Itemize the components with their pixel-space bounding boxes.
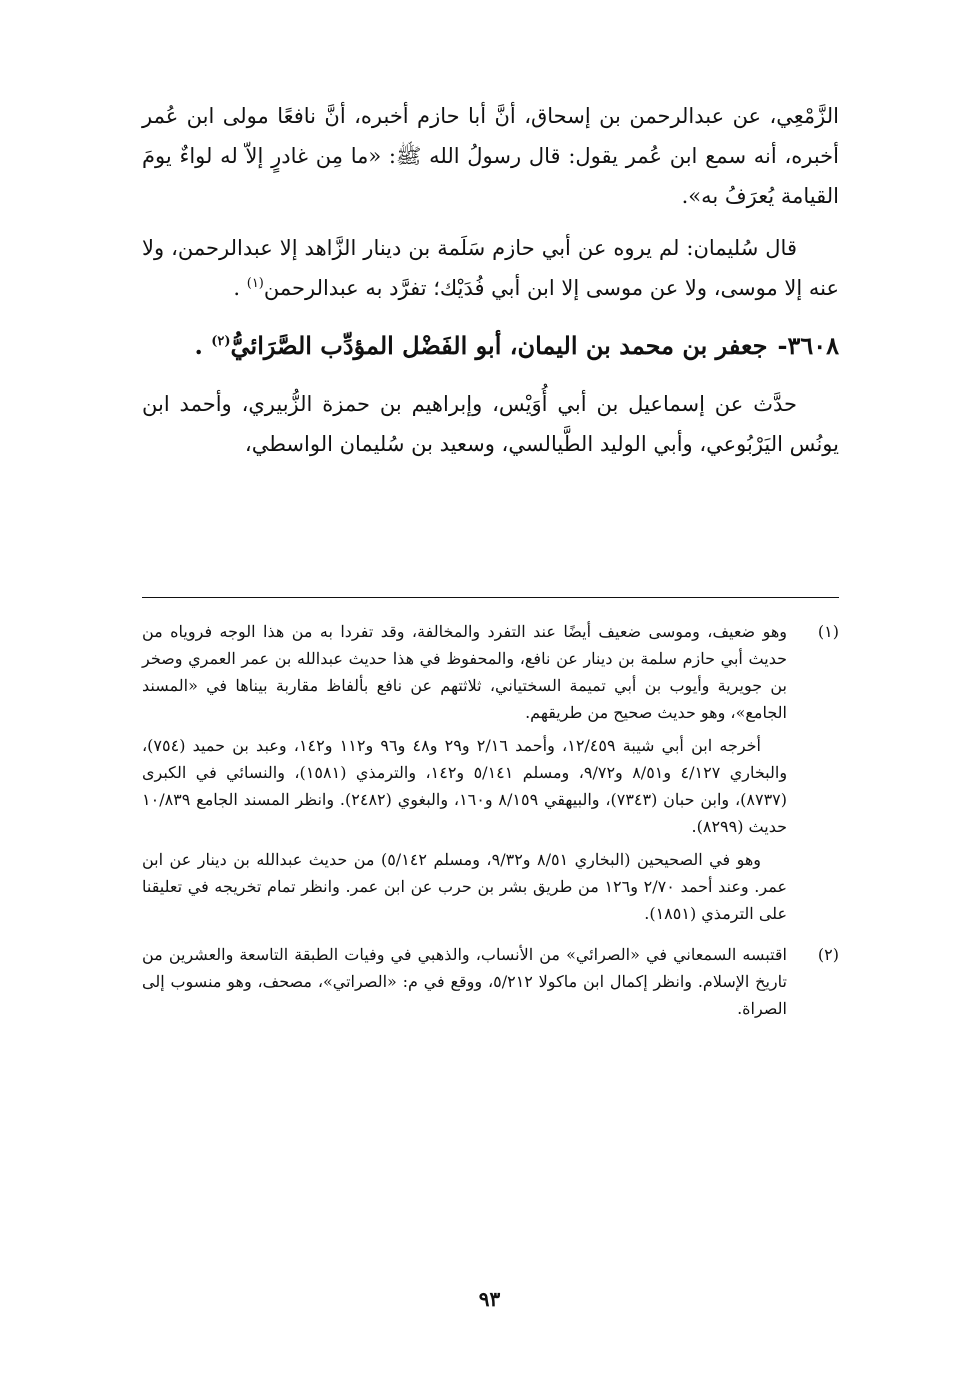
footnote-ref-2: (٢) — [211, 334, 231, 349]
footnote-label: (٢) — [817, 945, 839, 964]
page-number: ٩٣ — [478, 1287, 501, 1311]
footnote-paragraph: وهو في الصحيحين (البخاري ٨/٥١ و٩/٣٢، ومسلم ٥/١٤٢) من حديث عبدالله بن دينار عن ابن عمر. وعند أحمد ٢/٧٠ و١٢٦ من طريق بشر بن حرب عن ابن عمر. وانظر تمام تخريجه في تعليقنا على الترمذي (١٨٥١). — [142, 850, 788, 923]
footnote-separator — [142, 597, 839, 598]
main-text — [142, 96, 839, 476]
entry-number: ٣٦٠٨- — [777, 331, 839, 360]
entry-end: . — [194, 331, 212, 360]
paragraph-commentary — [142, 228, 839, 308]
footnote-body — [142, 941, 787, 1028]
footnotes — [142, 618, 839, 1036]
biography-entry-heading — [142, 322, 839, 370]
paragraph-narrators: حدَّث عن إسماعيل بن أبي أُوَيْس، وإبراهيم بن حمزة الزُّبيري، وأحمد ابن يونُس اليَرْبُوعي، وأبي الوليد الطَّيالسي، وسعيد بن سُليمان الواسطي، — [142, 392, 839, 456]
paragraph-hadith: الزَّمْعِي، عن عبدالرحمن بن إسحاق، أنَّ أبا حازم أخبره، أنَّ نافعًا مولى ابن عُمر أخبره، أنه سمع ابن عُمر يقول: قال رسولُ الله ﷺ: «ما مِن غادرٍ إلاّ له لواءٌ يومَ القيامة يُعرَفُ به». — [142, 104, 839, 208]
footnote-body — [142, 618, 787, 933]
entry-title: جعفر بن محمد بن اليمان، أبو الفَضْل المؤدِّب الصَّرَائيُّ — [230, 331, 768, 360]
commentary-end: . — [233, 276, 247, 300]
footnote-1 — [142, 618, 839, 933]
footnote-ref-1: (١) — [246, 276, 264, 291]
footnote-label: (١) — [817, 622, 839, 641]
footnote-paragraph: اقتبسه السمعاني في «الصرائي» من الأنساب، والذهبي في وفيات الطبقة التاسعة والعشرين من تاريخ الإسلام. وانظر إكمال ابن ماكولا ٥/٢١٢، ووقع في م: «الصراتي»، مصحف، وهو منسوب إلى الصراة. — [142, 945, 787, 1018]
commentary-text: قال سُليمان: لم يروه عن أبي حازم سَلَمة بن دينار الزَّاهد إلا عبدالرحمن، ولا عنه إلا موسى، ولا عن موسى إلا ابن أبي فُدَيْك؛ تفرَّد به عبدالرحمن — [142, 236, 839, 300]
footnote-paragraph: أخرجه ابن أبي شيبة ١٢/٤٥٩، وأحمد ٢/١٦ و٢٩ و٤٨ و٩٦ و١١٢ و١٤٢، وعبد بن حميد (٧٥٤)، والبخاري ٤/١٢٧ و٨/٥١ و٩/٧٢، ومسلم ٥/١٤١ و١٤٢، والترمذي (١٥٨١)، والنسائي في الكبرى (٨٧٣٧)، وابن حبان (٧٣٤٣)، والبيهقي ٨/١٥٩ و١٦٠، والبغوي (٢٤٨٢). وانظر المسند الجامع ١٠/٨٣٩ حديث (٨٢٩٩). — [142, 736, 788, 836]
footnote-2 — [142, 941, 839, 1028]
footnote-paragraph: وهو ضعيف، وموسى ضعيف أيضًا عند التفرد والمخالفة، وقد تفردا به من هذا الوجه فروياه من حديث أبي حازم سلمة بن دينار عن نافع، والمحفوظ في هذا حديث عبدالله بن عمر العمري وصخر بن جويرية وأيوب بن أبي تميمة السختياني، ثلاثتهم عن نافع بألفاظ مقاربة بيناها في «المسند الجامع»، وهو حديث صحيح من طريقهم. — [142, 622, 788, 722]
